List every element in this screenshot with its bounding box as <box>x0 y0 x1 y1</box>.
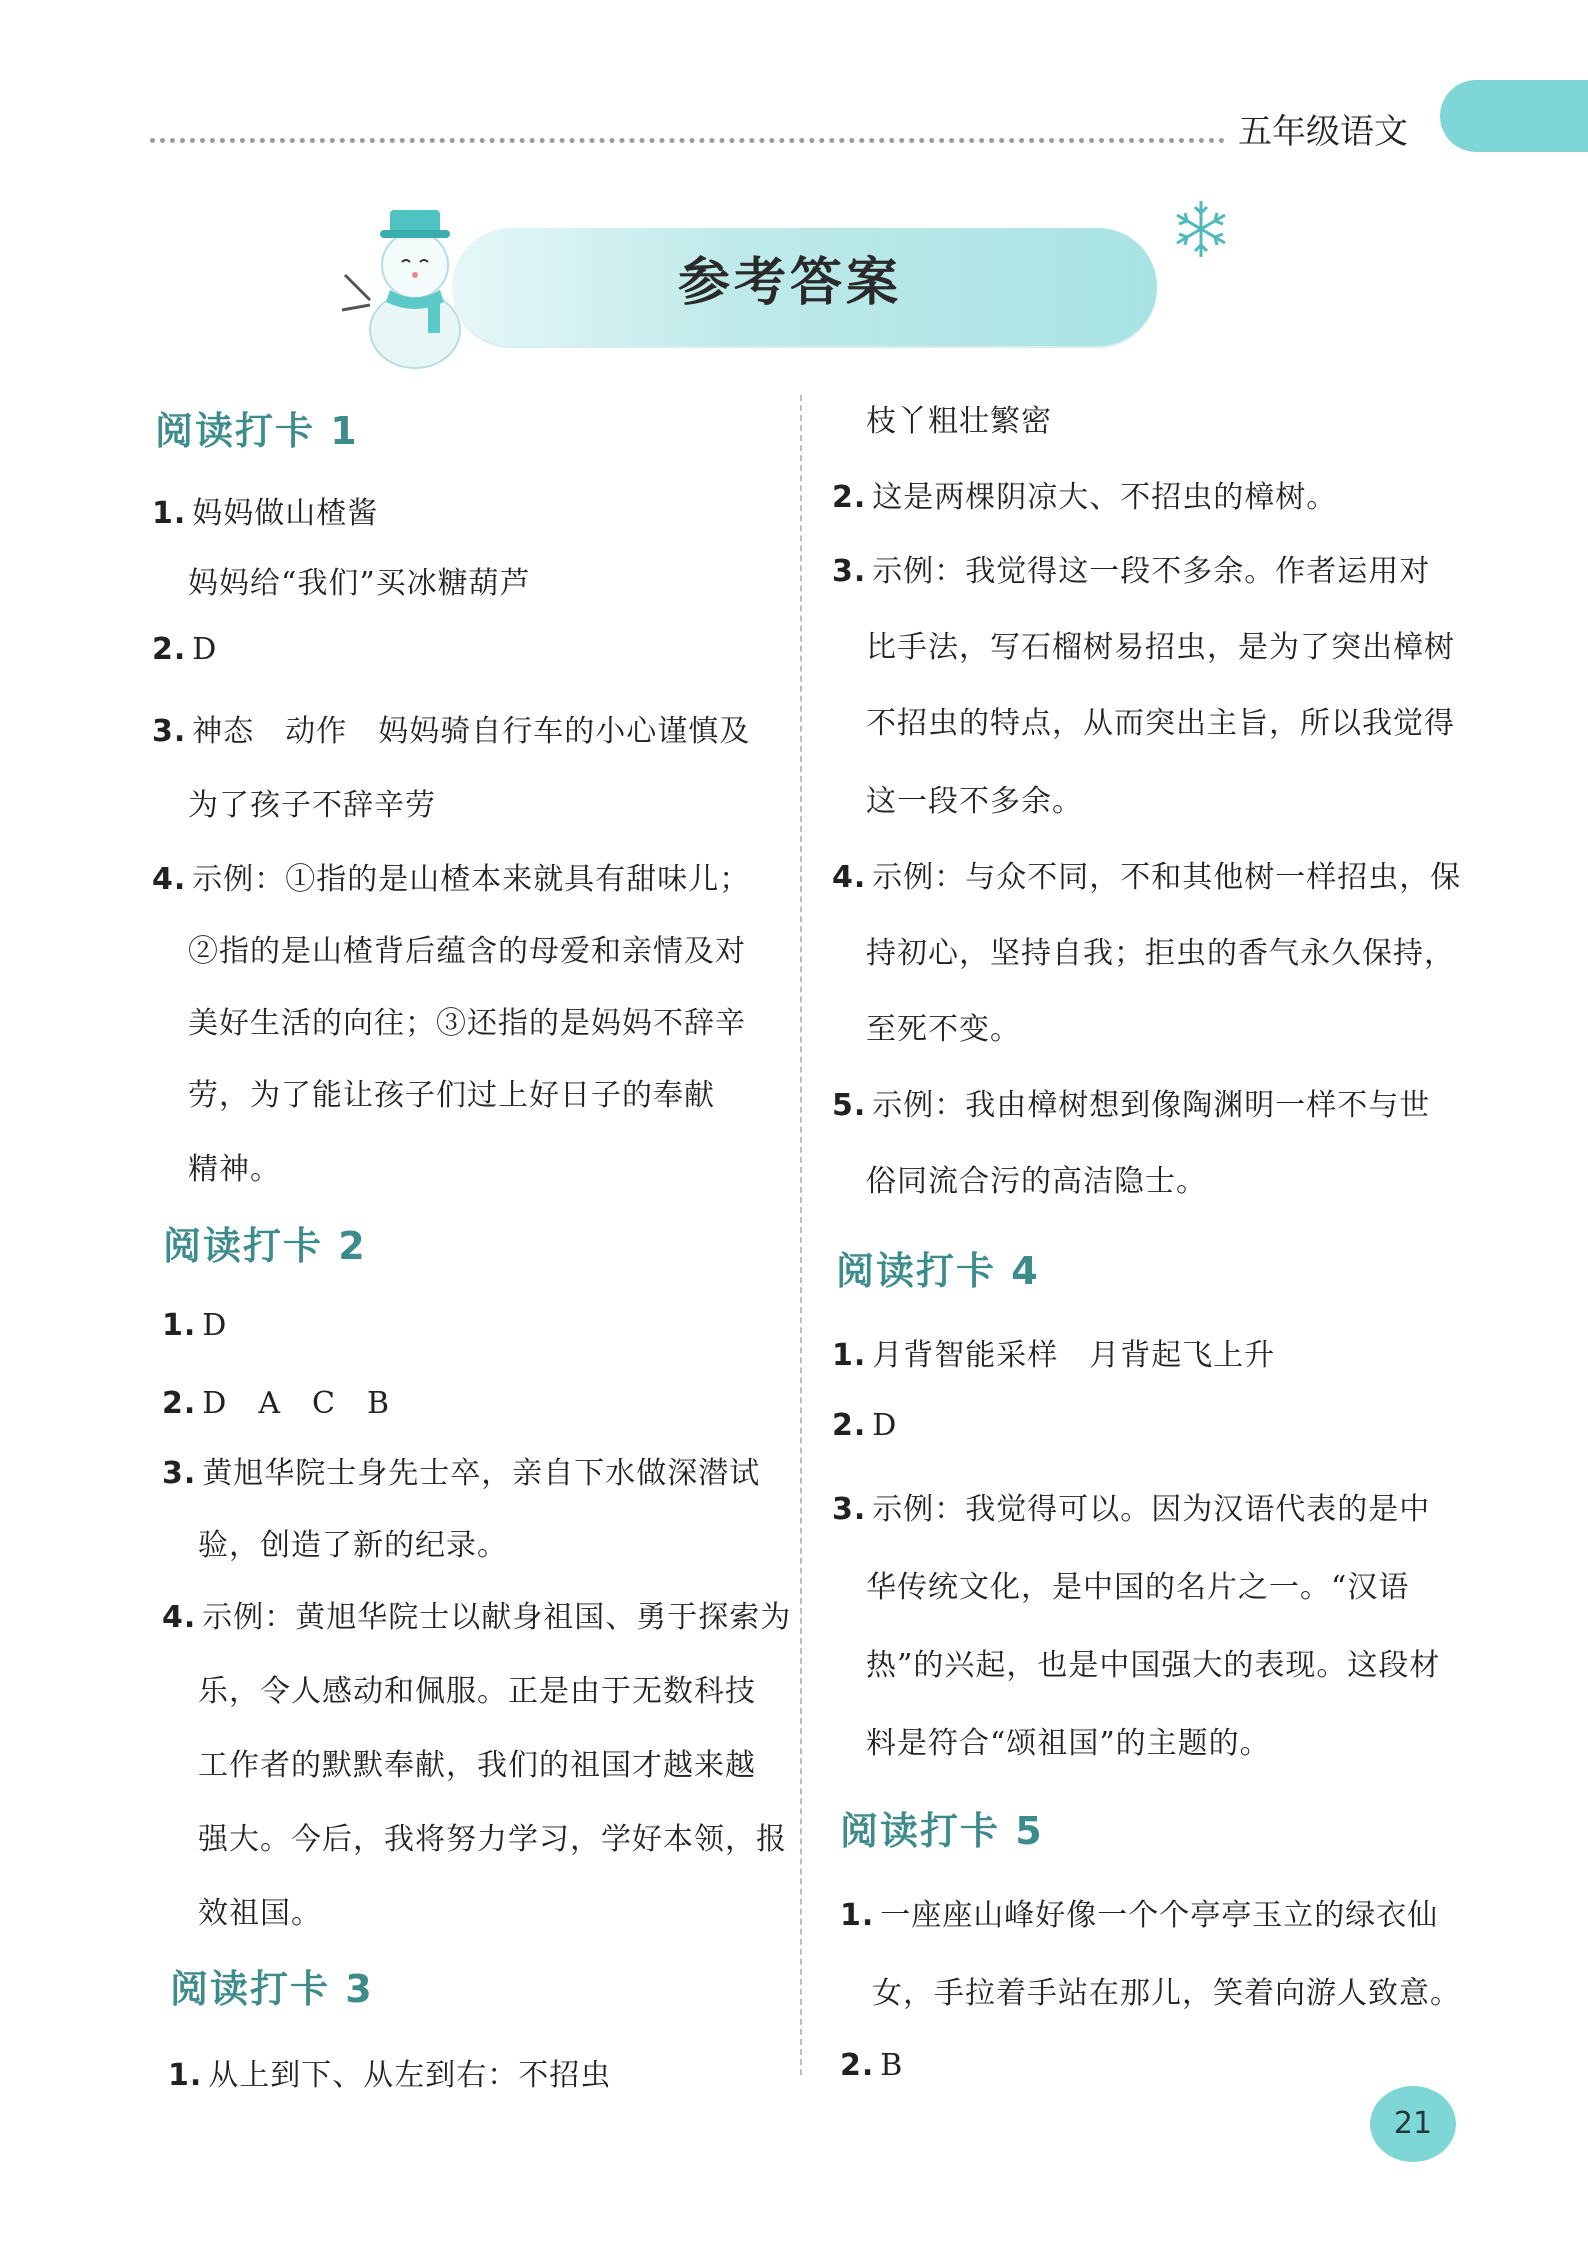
answer-text: 为了孩子不辞辛劳 <box>188 788 436 823</box>
snowflake-icon <box>1170 198 1232 260</box>
answer-text: 至死不变。 <box>866 1012 1021 1047</box>
question-number: 1. <box>832 1338 867 1373</box>
answer-text: 料是符合“颂祖国”的主题的。 <box>866 1726 1271 1761</box>
answer-text: 乐，令人感动和佩服。正是由于无数科技 <box>198 1674 756 1709</box>
answer-text: 神态 动作 妈妈骑自行车的小心谨慎及 <box>192 714 751 749</box>
question-number: 1. <box>162 1308 197 1343</box>
answer-text: 精神。 <box>188 1152 281 1187</box>
answer-text: 示例：我觉得可以。因为汉语代表的是中 <box>872 1492 1431 1527</box>
question-number: 1. <box>840 1898 875 1933</box>
answer-line <box>832 546 1430 590</box>
answer-text: 效祖国。 <box>198 1896 322 1931</box>
question-number: 4. <box>162 1600 197 1635</box>
answer-line <box>162 1308 227 1343</box>
column-divider <box>800 395 802 2075</box>
answer-text: 黄旭华院士身先士卒，亲自下水做深潜试 <box>202 1456 761 1491</box>
answer-text: 月背智能采样 月背起飞上升 <box>872 1338 1276 1373</box>
answer-text: 华传统文化，是中国的名片之一。“汉语 <box>866 1570 1410 1605</box>
answer-line <box>152 488 378 532</box>
answer-text: 示例：我觉得这一段不多余。作者运用对 <box>872 554 1431 589</box>
question-number: 2. <box>832 480 867 515</box>
answer-text: 枝丫粗壮繁密 <box>866 404 1052 439</box>
answer-text: 不招虫的特点，从而突出主旨，所以我觉得 <box>866 706 1455 741</box>
answer-text: 示例：与众不同，不和其他树一样招虫，保 <box>872 860 1462 895</box>
answer-text: 验，创造了新的纪录。 <box>198 1528 508 1563</box>
answer-text: 一座座山峰好像一个个亭亭玉立的绿衣仙 <box>880 1898 1439 1933</box>
answer-line <box>832 472 1337 516</box>
answer-text: 女，手拉着手站在那儿，笑着向游人致意。 <box>872 1976 1461 2011</box>
page-number: 21 <box>1370 2086 1456 2162</box>
answer-text: 强大。今后，我将努力学习，学好本领，报 <box>198 1822 787 1857</box>
answer-line <box>162 1592 791 1636</box>
header-subject: 五年级语文 <box>1238 112 1408 152</box>
question-number: 3. <box>152 714 187 749</box>
answer-text: 示例：①指的是山楂本来就具有甜味儿； <box>192 862 751 897</box>
section-heading-3: 阅读打卡 3 <box>170 1967 374 2011</box>
answer-line <box>840 2048 903 2083</box>
question-number: 5. <box>832 1088 867 1123</box>
answer-line <box>162 1448 760 1492</box>
section-heading-1: 阅读打卡 1 <box>155 409 359 453</box>
page-title-text: 参考答案 <box>677 253 902 313</box>
answer-line <box>832 1408 897 1443</box>
answer-text: B <box>880 2048 904 2083</box>
answer-text: 从上到下、从左到右：不招虫 <box>208 2058 612 2093</box>
answer-text: D <box>192 632 218 667</box>
answer-line <box>152 854 750 898</box>
question-number: 2. <box>152 632 187 667</box>
answer-text: D <box>202 1308 228 1343</box>
answer-text: 美好生活的向往；③还指的是妈妈不辞辛 <box>188 1006 746 1041</box>
question-number: 4. <box>832 860 867 895</box>
answer-line <box>168 2050 611 2094</box>
answer-text: D <box>872 1408 898 1443</box>
section-heading-2: 阅读打卡 2 <box>163 1224 367 1268</box>
answer-text: 热”的兴起，也是中国强大的表现。这段材 <box>866 1648 1441 1683</box>
question-number: 3. <box>162 1456 197 1491</box>
answer-text: 比手法，写石榴树易招虫，是为了突出樟树 <box>866 630 1455 665</box>
question-number: 1. <box>168 2058 203 2093</box>
section-heading-4: 阅读打卡 4 <box>836 1249 1040 1293</box>
answer-line <box>152 632 217 667</box>
question-number: 3. <box>832 1492 867 1527</box>
answer-line <box>832 852 1461 896</box>
answer-text: 工作者的默默奉献，我们的祖国才越来越 <box>198 1748 756 1783</box>
header-tab <box>1440 80 1588 152</box>
answer-text: 示例：我由樟树想到像陶渊明一样不与世 <box>872 1088 1431 1123</box>
question-number: 2. <box>832 1408 867 1443</box>
answer-text: ②指的是山楂背后蕴含的母爱和亲情及对 <box>188 934 746 969</box>
answer-text: 妈妈做山楂酱 <box>192 496 379 531</box>
answer-line <box>832 1080 1430 1124</box>
answer-text: 俗同流合污的高洁隐士。 <box>866 1164 1207 1199</box>
answer-text: 这是两棵阴凉大、不招虫的樟树。 <box>872 480 1338 515</box>
header-dotted-rule <box>150 138 1225 143</box>
question-number: 4. <box>152 862 187 897</box>
page-title <box>0 240 1588 315</box>
answer-line <box>152 706 750 750</box>
section-heading-5: 阅读打卡 5 <box>840 1809 1044 1853</box>
question-number: 1. <box>152 496 187 531</box>
answer-text: 这一段不多余。 <box>866 784 1083 819</box>
answer-text: D A C B <box>202 1386 390 1421</box>
answer-line <box>162 1378 390 1422</box>
answer-text: 妈妈给“我们”买冰糖葫芦 <box>188 566 531 601</box>
answer-text: 劳，为了能让孩子们过上好日子的奉献 <box>188 1078 715 1113</box>
answer-line <box>832 1484 1430 1528</box>
question-number: 2. <box>162 1386 197 1421</box>
answer-text: 示例：黄旭华院士以献身祖国、勇于探索为 <box>202 1600 792 1635</box>
answer-line <box>832 1330 1275 1374</box>
answer-text: 持初心，坚持自我；拒虫的香气永久保持， <box>866 936 1455 971</box>
question-number: 2. <box>840 2048 875 2083</box>
question-number: 3. <box>832 554 867 589</box>
answer-line <box>840 1890 1438 1934</box>
